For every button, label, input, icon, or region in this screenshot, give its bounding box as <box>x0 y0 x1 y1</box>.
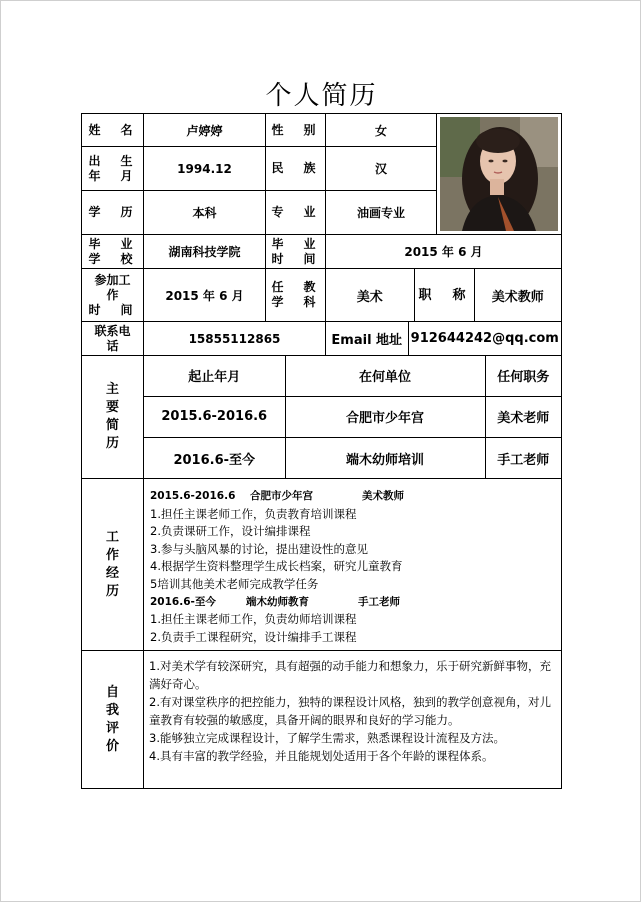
email-label: Email 地址 <box>326 322 408 355</box>
history-org: 端木幼师培训 <box>285 438 485 478</box>
work-experience-label: 工 作 经 历 <box>82 479 144 651</box>
education-value: 本科 <box>144 191 266 235</box>
job-header: 2016.6-至今 端木幼师教育 手工老师 <box>150 595 400 608</box>
self-evaluation-content <box>144 651 562 789</box>
list-item: 5培训其他美术老师完成教学任务 <box>150 576 319 591</box>
history-role: 手工老师 <box>497 452 550 468</box>
education-label: 学 历 <box>82 191 144 235</box>
grad-school-value: 湖南科技学院 <box>144 235 266 269</box>
phone-label: 联系电 话 <box>82 322 144 356</box>
table-row <box>144 396 561 437</box>
name-label: 姓 名 <box>82 114 144 147</box>
history-period: 2015.6-2016.6 <box>144 396 285 437</box>
email-value: 912644242@qq.com <box>410 331 559 346</box>
subject-position-cell <box>326 269 562 322</box>
subject-value: 美术 <box>326 269 414 321</box>
list-item: 4.具有丰富的教学经验，并且能规划处适用于各个年龄的课程体系。 <box>149 749 494 763</box>
birth-value: 1994.12 <box>144 147 266 191</box>
grad-time-value: 2015 年 6 月 <box>326 235 562 269</box>
photo-cell <box>437 114 562 235</box>
portrait-image <box>440 117 558 231</box>
list-item: 2.负责手工课程研究，设计编排手工课程 <box>150 629 357 644</box>
table-row <box>144 438 561 478</box>
name-value: 卢婷婷 <box>144 114 266 147</box>
list-item: 1.担任主课老师工作，负责幼师培训课程 <box>150 612 357 627</box>
job-header: 2015.6-2016.6 合肥市少年宫 美术教师 <box>150 490 404 502</box>
ethnic-value: 汉 <box>326 147 437 191</box>
history-org: 合肥市少年宫 <box>285 396 485 437</box>
major-label: 专 业 <box>266 191 326 235</box>
subject-label: 任 教 学 科 <box>266 269 326 322</box>
gender-label: 性 别 <box>266 114 326 147</box>
birth-label: 出 生 年 月 <box>82 147 144 191</box>
list-item: 2.负责课研工作，设计编排课程 <box>150 524 311 539</box>
list-item: 1.对美术学有较深研究，具有超强的动手能力和想象力，乐于研究新鲜事物，充满好奇心。 <box>149 659 551 691</box>
list-item: 2.有对课堂秩序的把控能力，独特的课程设计风格，独到的教学创意视角，对儿童教育有较强的敏感度，具备开阔的眼界和良好的学习能力。 <box>149 695 551 727</box>
grad-time-label: 毕 业 时 间 <box>266 235 326 269</box>
work-start-value: 2015 年 6 月 <box>144 269 266 322</box>
list-item: 4.根据学生资料整理学生成长档案，研究儿童教育 <box>150 559 403 574</box>
list-item: 3.能够独立完成课程设计，了解学生需求，熟悉课程设计流程及方法。 <box>149 731 505 745</box>
email-cell <box>326 322 562 356</box>
gender-value: 女 <box>326 114 437 147</box>
work-start-label: 参加工 作 时 间 <box>82 269 144 322</box>
self-evaluation-label: 自 我 评 价 <box>82 651 144 789</box>
resume-table <box>81 113 562 789</box>
phone-value: 15855112865 <box>144 322 326 356</box>
profile-photo <box>440 117 558 231</box>
history-header-period: 起止年月 <box>144 356 285 396</box>
list-item: 1.担任主课老师工作，负责教育培训课程 <box>150 506 357 521</box>
history-label: 主 要 简 历 <box>82 356 144 479</box>
position-value: 美术教师 <box>491 289 544 305</box>
history-role: 美术老师 <box>485 396 561 437</box>
history-header-role: 任何职务 <box>485 356 561 396</box>
history-table <box>144 356 561 478</box>
page-title: 个人简历 <box>265 81 378 111</box>
position-label: 职 称 <box>414 269 474 321</box>
major-value: 油画专业 <box>326 191 437 235</box>
grad-school-label: 毕 业 学 校 <box>82 235 144 269</box>
ethnic-label: 民 族 <box>266 147 326 191</box>
history-table-cell <box>144 356 562 479</box>
history-header-org: 在何单位 <box>285 356 485 396</box>
work-experience-content <box>144 479 562 651</box>
list-item: 3.参与头脑风暴的讨论，提出建设性的意见 <box>150 541 368 556</box>
history-period: 2016.6-至今 <box>144 438 285 478</box>
